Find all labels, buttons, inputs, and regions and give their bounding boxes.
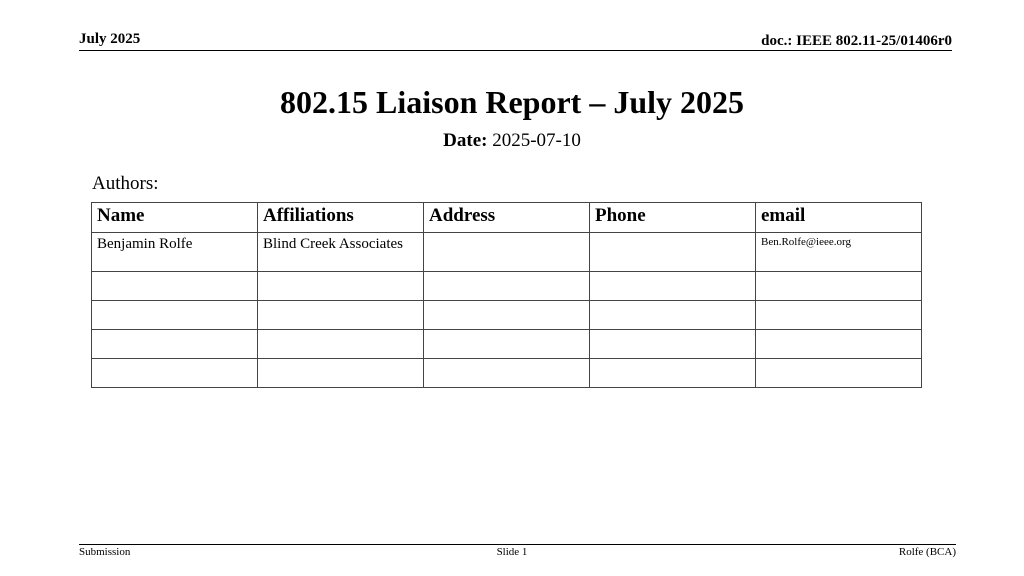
- table-cell: [92, 330, 258, 359]
- footer-author: Rolfe (BCA): [898, 546, 956, 558]
- date-label: Date:: [443, 130, 488, 151]
- header-doc-id: doc.: IEEE 802.11-25/01406r0: [761, 33, 952, 49]
- footer-divider: [79, 544, 956, 545]
- table-row: [92, 359, 922, 388]
- table-row: [92, 272, 922, 301]
- table-cell: [424, 330, 590, 359]
- table-cell: [590, 359, 756, 388]
- footer-slide-number: Slide 1: [496, 546, 528, 558]
- table-cell: [258, 301, 424, 330]
- column-header-affiliations: Affiliations: [258, 203, 424, 233]
- table-row: [92, 330, 922, 359]
- column-header-email: email: [756, 203, 922, 233]
- header-date: July 2025: [79, 31, 141, 47]
- table-cell: [590, 272, 756, 301]
- table-cell: [424, 272, 590, 301]
- column-header-address: Address: [424, 203, 590, 233]
- table-cell: [92, 359, 258, 388]
- table-row: [92, 233, 922, 272]
- table-cell: [424, 233, 590, 272]
- table-cell-email: Ben.Rolfe@ieee.org: [756, 233, 922, 272]
- footer-submission: Submission: [79, 546, 131, 558]
- table-cell: Benjamin Rolfe: [92, 233, 258, 272]
- table-cell: Blind Creek Associates: [258, 233, 424, 272]
- table-cell: [590, 330, 756, 359]
- table-cell: [424, 359, 590, 388]
- table-cell: [756, 359, 922, 388]
- authors-table: [91, 202, 922, 388]
- date-value: 2025-07-10: [492, 130, 581, 151]
- table-cell: [258, 330, 424, 359]
- column-header-phone: Phone: [590, 203, 756, 233]
- table-header-row: [92, 203, 922, 233]
- table-cell: [590, 233, 756, 272]
- column-header-name: Name: [92, 203, 258, 233]
- table-cell: [424, 301, 590, 330]
- authors-label: Authors:: [92, 173, 159, 194]
- table-cell: [590, 301, 756, 330]
- table-cell: [756, 330, 922, 359]
- table-cell: [258, 359, 424, 388]
- table-cell: [258, 272, 424, 301]
- slide-title: 802.15 Liaison Report – July 2025: [279, 84, 745, 120]
- table-cell: [756, 272, 922, 301]
- table-cell: [756, 301, 922, 330]
- table-cell: [92, 301, 258, 330]
- table-row: [92, 301, 922, 330]
- table-cell: [92, 272, 258, 301]
- header-divider: [79, 50, 952, 51]
- date-line: [0, 130, 1024, 152]
